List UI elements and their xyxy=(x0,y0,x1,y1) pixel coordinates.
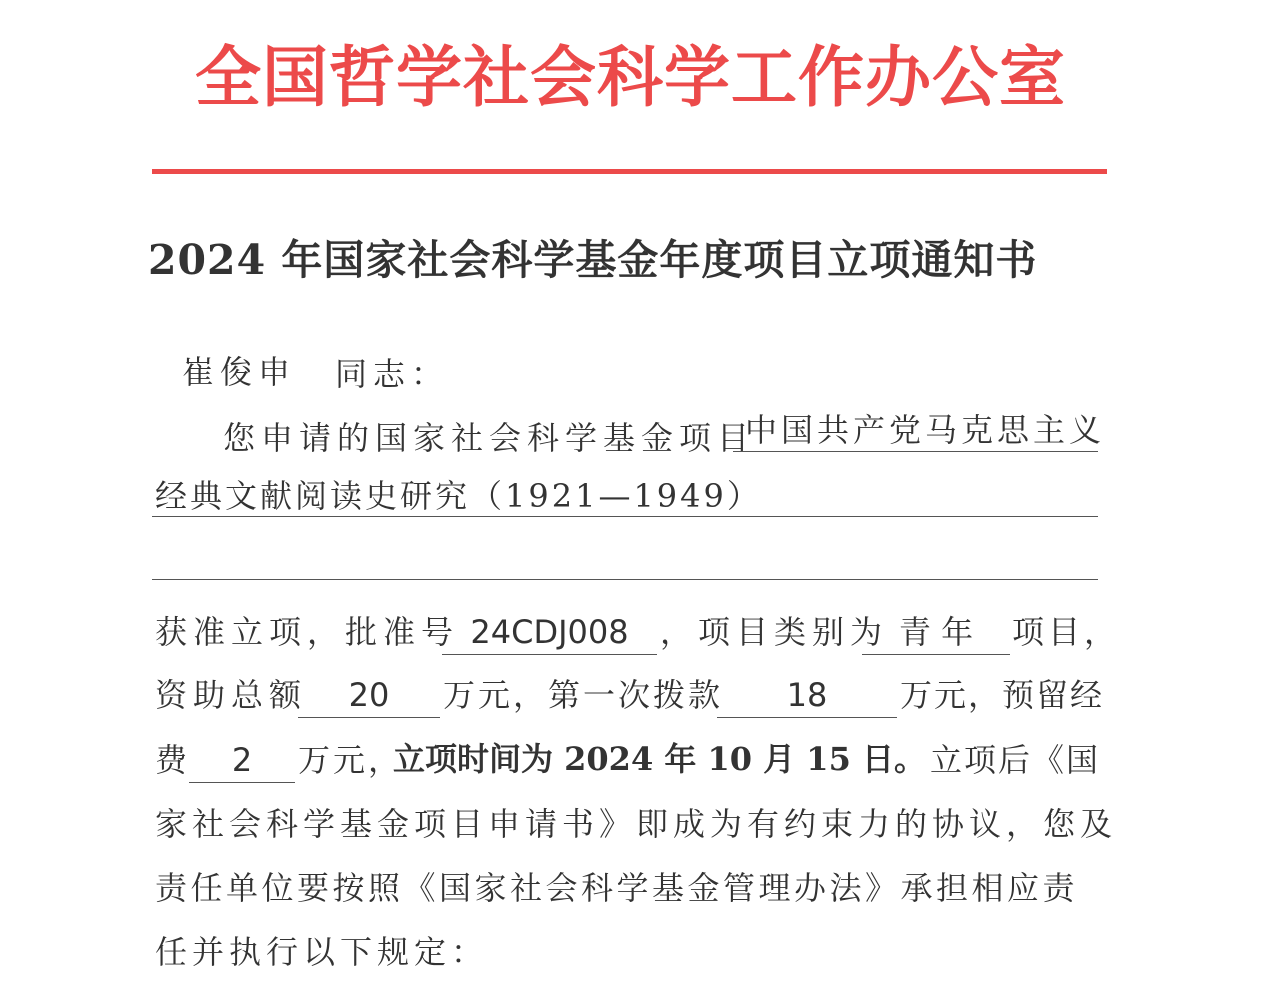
approved-prefix: 获准立项，批准号 xyxy=(155,613,460,651)
reserve-fee-char: 费 xyxy=(155,741,194,779)
project-name-part2: 经典文献阅读史研究（1921—1949） xyxy=(155,477,762,515)
first-amount: 18 xyxy=(717,673,897,718)
approval-date: 立项时间为 2024 年 10 月 15 日。 xyxy=(393,740,926,778)
office-name-header: 全国哲学社会科学工作办公室 xyxy=(195,39,1066,116)
category-prefix: ，项目类别为 xyxy=(660,613,889,651)
reserve-amount: 2 xyxy=(189,738,295,783)
blank-underline xyxy=(152,579,1098,580)
after-date-text: 立项后《国 xyxy=(930,741,1101,779)
total-prefix: 资助总额 xyxy=(155,676,308,714)
reserve-prefix: 万元，预留经 xyxy=(900,676,1105,714)
paragraph-intro: 您申请的国家社会科学基金项目 xyxy=(223,419,756,457)
project-name-part1: 中国共产党马克思主义 xyxy=(745,411,1106,449)
recipient-name: 崔俊申 xyxy=(182,353,297,391)
project-name-underline-2 xyxy=(152,516,1098,517)
salutation: 同志： xyxy=(335,355,450,393)
project-category: 青 年 xyxy=(862,610,1010,655)
approval-number: 24CDJ008 xyxy=(442,610,657,655)
header-red-rule xyxy=(152,169,1107,174)
category-suffix: 项目， xyxy=(1012,613,1121,651)
body-line-7: 任并执行以下规定： xyxy=(155,933,489,971)
total-amount: 20 xyxy=(298,673,440,718)
first-prefix: 万元，第一次拨款 xyxy=(443,676,724,714)
project-name-underline-1 xyxy=(733,451,1098,452)
reserve-suffix: 万元， xyxy=(298,741,404,779)
body-line-5: 家社会科学基金项目申请书》即成为有约束力的协议，您及 xyxy=(155,805,1118,843)
body-line-6: 责任单位要按照《国家社会科学基金管理办法》承担相应责 xyxy=(155,869,1079,907)
document-title: 2024 年国家社会科学基金年度项目立项通知书 xyxy=(148,236,1038,284)
